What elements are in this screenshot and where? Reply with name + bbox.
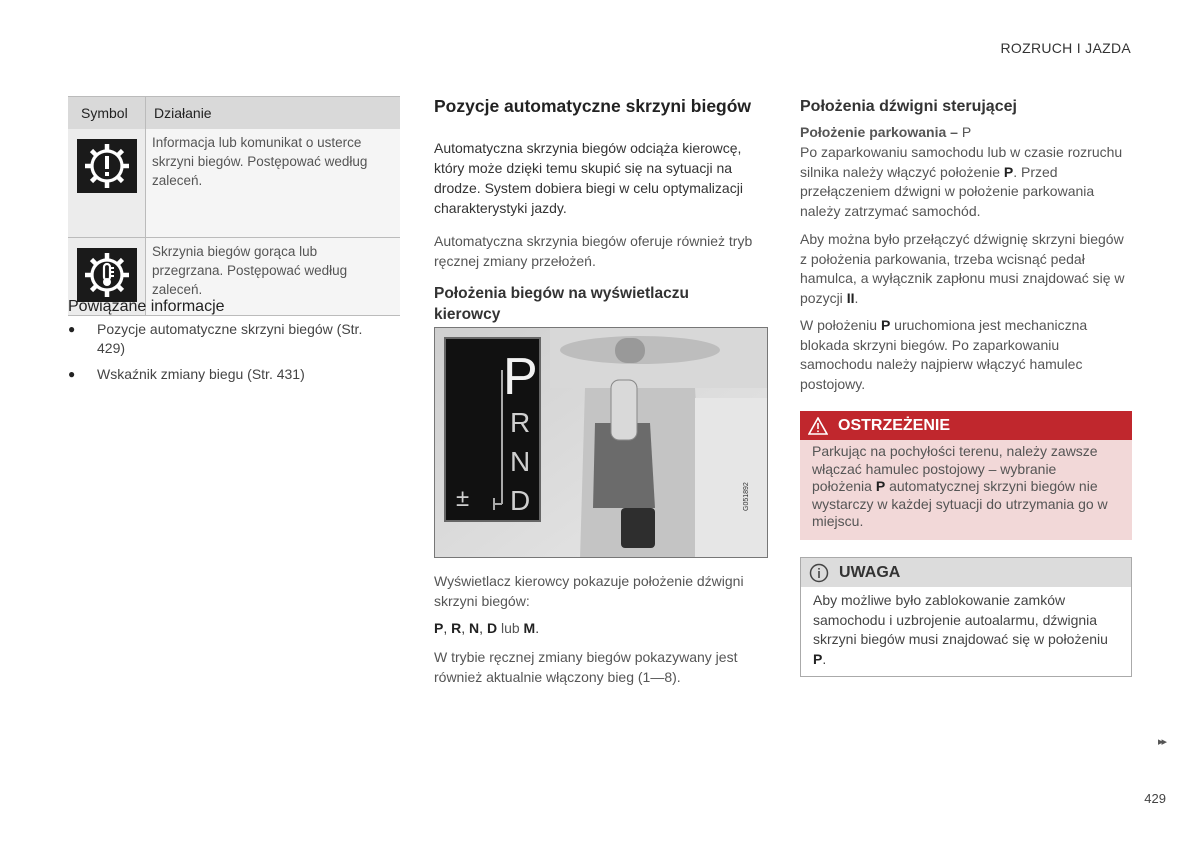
gear-letter-p: P <box>503 348 538 406</box>
positions-line: P, R, N, D lub M. <box>434 620 540 636</box>
table-cell-action: Skrzynia biegów gorąca lub przegrzana. Postępować według zaleceń. <box>146 238 400 315</box>
release-paragraph: Aby można było przełączyć dźwignię skrzyni biegów z położenia parkowania, trzeba wcisnąć pedał hamulca, a wyłącznik zapłonu musi znajdować się w pozycji II. <box>800 231 1125 306</box>
section-title: Pozycje automatyczne skrzyni biegów <box>434 96 752 116</box>
manual-info-paragraph: W trybie ręcznej zmiany biegów pokazywany jest również aktualnie włączony bieg (1—8). <box>434 649 738 685</box>
note-text: Aby możliwe było zablokowanie zamków samochodu i uzbrojenie autoalarmu, dźwignia skrzyni biegów musi znajdować się w położeniu P. <box>813 592 1108 667</box>
lock-paragraph: W położeniu P uruchomiona jest mechaniczna blokada skrzyni biegów. Po zaparkowaniu samochodu należy najpierw włączyć hamulec postojowy. <box>800 317 1088 392</box>
driver-display <box>456 342 536 520</box>
note-box <box>800 557 1132 677</box>
bullet-icon: ● <box>68 367 76 381</box>
warning-triangle-icon <box>808 417 828 435</box>
gear-temperature-icon <box>77 248 137 302</box>
table-header <box>68 96 400 129</box>
page-number: 429 <box>1144 791 1166 806</box>
gear-warning-icon <box>77 139 137 193</box>
warning-title: OSTRZEŻENIE <box>838 416 951 434</box>
section-header: ROZRUCH I JAZDA <box>1000 40 1131 56</box>
column-header-symbol: Symbol <box>68 97 146 129</box>
gear-letter-n: N <box>510 446 531 477</box>
column-header-action: Działanie <box>154 105 212 121</box>
warning-box <box>800 411 1132 540</box>
manual-plusminus: ± <box>456 485 470 512</box>
note-title: UWAGA <box>839 563 901 581</box>
display-subtitle: Położenia biegów na wyświetlaczu kierowcy <box>434 285 689 323</box>
gear-letter-r: R <box>510 407 531 438</box>
image-code: G051892 <box>743 482 750 511</box>
pos-d: D <box>486 620 498 636</box>
symbol-table <box>68 96 400 316</box>
intro-paragraph: Automatyczna skrzynia biegów odciąża kierowcę, który może dzięki temu skupić się na sytuacji na drodze. System dobiera biegi w celu optymalizacji charakterystyki jazdy. <box>434 140 743 216</box>
display-caption: Wyświetlacz kierowcy pokazuje położenie dźwigni skrzyni biegów: <box>434 573 744 609</box>
pos-r: R <box>451 620 462 636</box>
pos-n: N <box>469 620 480 636</box>
related-link[interactable]: Wskaźnik zmiany biegu (Str. 431) <box>97 366 305 382</box>
warning-text: Parkując na pochyłości terenu, należy zawsze włączać hamulec postojowy – wybranie położenia P automatycznej skrzyni biegów nie wystarczy w każdej sytuacji do utrzymania go w miejscu. <box>812 443 1108 529</box>
pos-p: P <box>434 620 444 636</box>
table-row <box>68 129 400 238</box>
related-link[interactable]: Pozycje automatyczne skrzyni biegów (Str. 429) <box>97 321 363 356</box>
next-page-arrows: ▸▸ <box>1157 736 1165 748</box>
parking-paragraph: Po zaparkowaniu samochodu lub w czasie rozruchu silnika należy włączyć położenie P. Przed przełączeniem dźwigni w położenie parkowania należy zatrzymać samochód. <box>800 144 1123 219</box>
info-icon <box>809 563 829 583</box>
pos-m: M <box>523 620 536 636</box>
table-cell-action: Informacja lub komunikat o usterce skrzyni biegów. Postępować według zaleceń. <box>146 129 400 237</box>
parking-subtitle: Położenie parkowania – P <box>800 124 972 140</box>
gear-letter-d: D <box>510 485 531 516</box>
bullet-icon: ● <box>68 322 76 336</box>
gear-display-photo <box>434 327 768 558</box>
manual-mode-paragraph: Automatyczna skrzynia biegów oferuje również tryb ręcznej zmiany przełożeń. <box>434 233 753 269</box>
lever-positions-title: Położenia dźwigni sterującej <box>800 98 1017 115</box>
related-info-title: Powiązane informacje <box>68 298 225 315</box>
